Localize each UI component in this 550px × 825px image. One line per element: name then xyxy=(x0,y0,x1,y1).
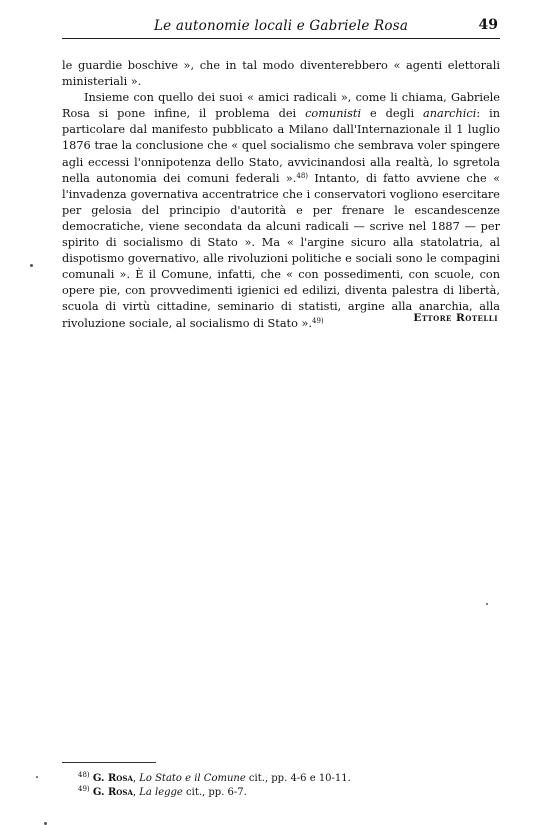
footnote-rule xyxy=(62,762,156,763)
footnotes xyxy=(78,772,351,800)
author-signature: Ettore Rotelli xyxy=(413,312,498,324)
running-header xyxy=(62,16,500,39)
scan-speck xyxy=(36,776,38,778)
scan-speck xyxy=(30,264,33,267)
emphasis-anarchici: anarchici xyxy=(423,107,477,121)
footnote-ref-49: 49) xyxy=(311,316,324,325)
scan-speck xyxy=(486,603,488,605)
paragraph-2: Insieme con quello dei suoi « amici radicali », come li chiama, Gabriele Rosa si pone infine, il problema dei comunisti e degli anarchici: in particolare dal manifesto pubblicato a Milano dall'Internazionale il 1 luglio 1876 trae la conclusione che « quel socialismo che sembrava voler spingere agli eccessi l'onnipotenza dello Stato, avvicinandosi alla realtà, lo sgretola nella autonomia dei comuni federali ».$^{48)}$ Intanto, di fatto avviene che « l'invadenza governativa accentratrice che i conservatori vogliono esercitare per gelosia del principio d'autorità e per frenare le escandescenze democratiche, viene secondata da alcuni radicali — scrive nel 1887 — per spirito di socialismo di Stato ». Ma « l'argine sicuro alla statolatria, al dispotismo governativo, alle rivoluzioni politiche e sociali sono le compagini comunali ». È il Comune, infatti, che « con possedimenti, con scuole, con opere pie, con provvedimenti igienici ed edilizi, diventa palestra di libertà, scuola di virtù cittadine, seminario di statisti, argine alla anarchia, alla rivoluzione sociale, al socialismo di Stato ».$^{49)}$ xyxy=(62,91,500,330)
footnote-ref-48: 48) xyxy=(296,171,309,180)
body-text xyxy=(62,58,500,332)
page-number: 49 xyxy=(478,17,498,33)
emphasis-comunisti: comunisti xyxy=(305,107,362,121)
footnote-49: $^{49)}$ G. Rosa, La legge cit., pp. 6-7. xyxy=(78,785,247,798)
paragraph-1: le guardie boschive », che in tal modo diventerebbero « agenti elettorali ministeriali ». xyxy=(62,59,500,89)
running-title: Le autonomie locali e Gabriele Rosa xyxy=(154,18,409,34)
footnote-48: $^{48)}$ G. Rosa, Lo Stato e il Comune cit., pp. 4-6 e 10-11. xyxy=(78,771,351,784)
